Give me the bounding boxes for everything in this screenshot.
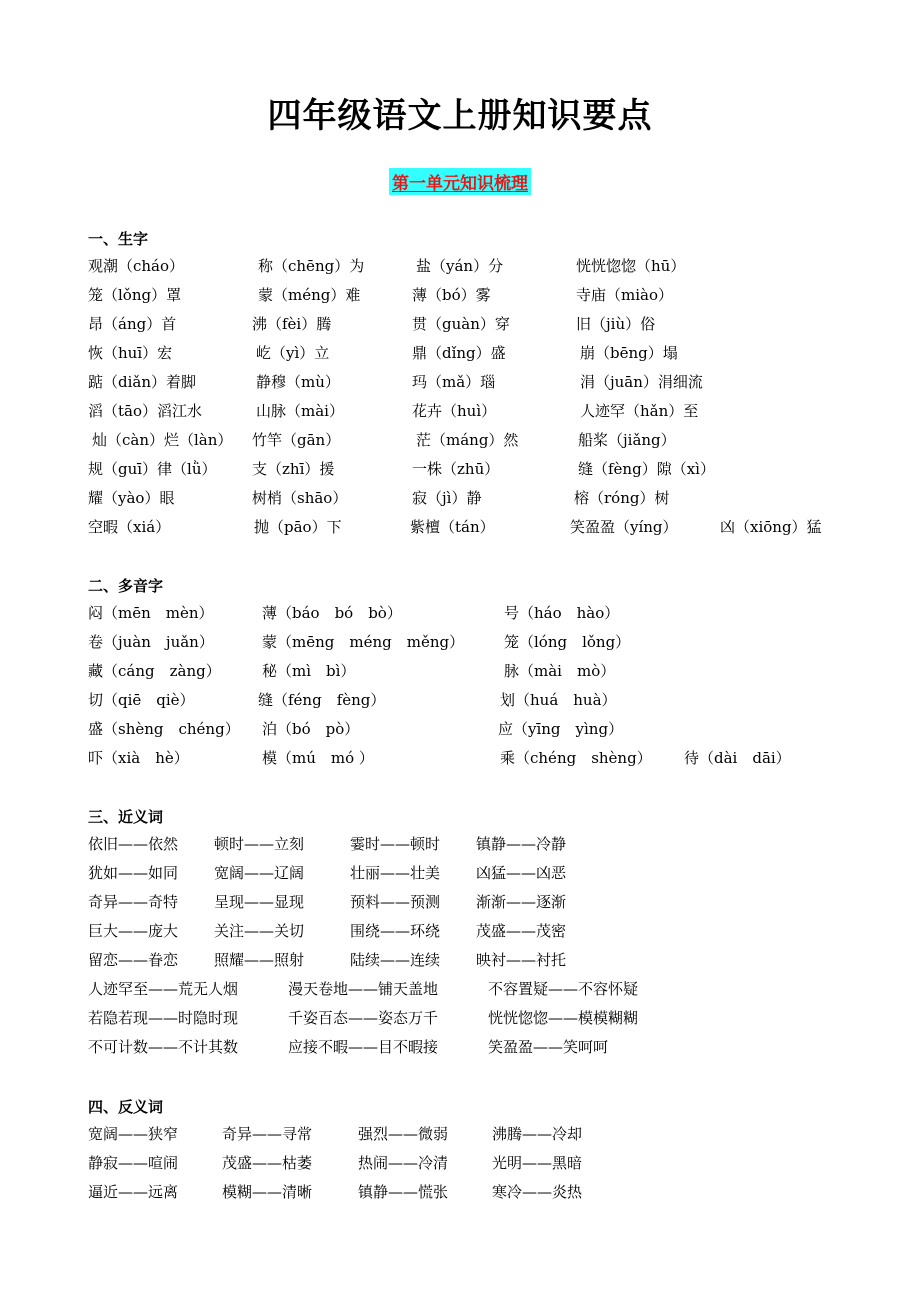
fanyici-entry: 静寂——喧闹 — [88, 1154, 179, 1172]
jinyici-entry: 奇异——奇特 — [88, 893, 179, 911]
duoyinzi-entry: 应（yīng yìng） — [498, 720, 624, 738]
fanyici-entry: 光明——黑暗 — [492, 1154, 583, 1172]
duoyinzi-entry: 模（mú mó ） — [262, 749, 374, 767]
duoyinzi-entry: 乘（chéng shèng） — [500, 749, 652, 767]
page-title: 四年级语文上册知识要点 — [267, 96, 653, 136]
shengzi-entry: 盐（yán）分 — [416, 257, 504, 275]
jinyici-entry: 犹如——如同 — [88, 864, 179, 882]
fanyici-entry: 热闹——冷清 — [358, 1154, 449, 1172]
jinyici-entry: 不容置疑——不容怀疑 — [488, 980, 639, 998]
shengzi-entry: 恢（huī）宏 — [88, 344, 173, 362]
jinyici-entry: 不可计数——不计其数 — [88, 1038, 239, 1056]
fanyici-entry: 宽阔——狭窄 — [88, 1125, 179, 1143]
jinyici-entry: 预料——预测 — [350, 893, 441, 911]
duoyinzi-entry: 藏（cáng zàng） — [88, 662, 221, 680]
duoyinzi-entry: 卷（juàn juǎn） — [88, 633, 214, 651]
shengzi-entry: 屹（yì）立 — [256, 344, 330, 362]
shengzi-entry: 涓（juān）涓细流 — [580, 373, 703, 391]
jinyici-entry: 笑盈盈——笑呵呵 — [488, 1038, 609, 1056]
shengzi-entry: 缝（fèng）隙（xì） — [578, 460, 715, 478]
section-heading-fanyici: 四、反义词 — [88, 1098, 164, 1116]
fanyici-entry: 镇静——慌张 — [358, 1183, 449, 1201]
duoyinzi-entry: 待（dài dāi） — [684, 749, 791, 767]
duoyinzi-entry: 笼（lóng lǒng） — [504, 633, 631, 651]
unit-title: 第一单元知识梳理 — [389, 168, 531, 195]
shengzi-entry: 昂（áng）首 — [88, 315, 177, 333]
shengzi-entry: 山脉（mài） — [256, 402, 344, 420]
fanyici-entry: 模糊——清晰 — [222, 1183, 313, 1201]
shengzi-entry: 静穆（mù） — [256, 373, 340, 391]
jinyici-entry: 漫天卷地——铺天盖地 — [288, 980, 439, 998]
shengzi-entry: 玛（mǎ）瑙 — [412, 373, 496, 391]
shengzi-entry: 茫（máng）然 — [416, 431, 519, 449]
shengzi-entry: 耀（yào）眼 — [88, 489, 175, 507]
shengzi-entry: 沸（fèi）腾 — [252, 315, 332, 333]
duoyinzi-entry: 缝（féng fèng） — [258, 691, 386, 709]
section-heading-duoyinzi: 二、多音字 — [88, 577, 164, 595]
jinyici-entry: 若隐若现——时隐时现 — [88, 1009, 239, 1027]
fanyici-entry: 强烈——微弱 — [358, 1125, 449, 1143]
jinyici-entry: 恍恍惚惚——模模糊糊 — [488, 1009, 639, 1027]
shengzi-entry: 人迹罕（hǎn）至 — [580, 402, 699, 420]
shengzi-entry: 树梢（shāo） — [252, 489, 348, 507]
jinyici-entry: 呈现——显现 — [214, 893, 305, 911]
shengzi-entry: 踮（diǎn）着脚 — [88, 373, 197, 391]
shengzi-entry: 贯（guàn）穿 — [412, 315, 510, 333]
duoyinzi-entry: 秘（mì bì） — [262, 662, 356, 680]
jinyici-entry: 依旧——依然 — [88, 835, 179, 853]
duoyinzi-entry: 蒙（mēng méng měng） — [262, 633, 465, 651]
jinyici-entry: 围绕——环绕 — [350, 922, 441, 940]
jinyici-entry: 人迹罕至——荒无人烟 — [88, 980, 239, 998]
fanyici-entry: 茂盛——枯萎 — [222, 1154, 313, 1172]
jinyici-entry: 凶猛——凶恶 — [476, 864, 567, 882]
jinyici-entry: 壮丽——壮美 — [350, 864, 441, 882]
shengzi-entry: 花卉（huì） — [412, 402, 497, 420]
shengzi-entry: 旧（jiù）俗 — [576, 315, 656, 333]
duoyinzi-entry: 脉（mài mò） — [504, 662, 616, 680]
fanyici-entry: 沸腾——冷却 — [492, 1125, 583, 1143]
shengzi-entry: 寺庙（miào） — [576, 286, 673, 304]
shengzi-entry: 寂（jì）静 — [412, 489, 482, 507]
duoyinzi-entry: 闷（mēn mèn） — [88, 604, 214, 622]
duoyinzi-entry: 吓（xià hè） — [88, 749, 189, 767]
jinyici-entry: 渐渐——逐渐 — [476, 893, 567, 911]
shengzi-entry: 支（zhī）援 — [252, 460, 335, 478]
jinyici-entry: 关注——关切 — [214, 922, 305, 940]
shengzi-entry: 空暇（xiá） — [88, 518, 171, 536]
shengzi-entry: 鼎（dǐng）盛 — [412, 344, 506, 362]
fanyici-entry: 寒冷——炎热 — [492, 1183, 583, 1201]
jinyici-entry: 宽阔——辽阔 — [214, 864, 305, 882]
shengzi-entry: 凶（xiōng）猛 — [720, 518, 822, 536]
shengzi-entry: 蒙（méng）难 — [258, 286, 361, 304]
section-heading-jinyici: 三、近义词 — [88, 808, 164, 826]
shengzi-entry: 笑盈盈（yíng） — [570, 518, 678, 536]
jinyici-entry: 应接不暇——目不暇接 — [288, 1038, 439, 1056]
jinyici-entry: 留恋——眷恋 — [88, 951, 179, 969]
jinyici-entry: 镇静——冷静 — [476, 835, 567, 853]
shengzi-entry: 船桨（jiǎng） — [578, 431, 676, 449]
jinyici-entry: 陆续——连续 — [350, 951, 441, 969]
shengzi-entry: 恍恍惚惚（hū） — [576, 257, 686, 275]
jinyici-entry: 顿时——立刻 — [214, 835, 305, 853]
jinyici-entry: 巨大——庞大 — [88, 922, 179, 940]
duoyinzi-entry: 划（huá huà） — [500, 691, 617, 709]
shengzi-entry: 称（chēng）为 — [258, 257, 365, 275]
shengzi-entry: 灿（càn）烂（làn） — [92, 431, 233, 449]
shengzi-entry: 薄（bó）雾 — [412, 286, 491, 304]
shengzi-entry: 观潮（cháo） — [88, 257, 185, 275]
shengzi-entry: 规（guī）律（lǜ） — [88, 460, 217, 478]
shengzi-entry: 崩（bēng）塌 — [580, 344, 678, 362]
jinyici-entry: 茂盛——茂密 — [476, 922, 567, 940]
shengzi-entry: 榕（róng）树 — [574, 489, 670, 507]
duoyinzi-entry: 号（háo hào） — [504, 604, 620, 622]
shengzi-entry: 滔（tāo）滔江水 — [88, 402, 203, 420]
shengzi-entry: 紫檀（tán） — [410, 518, 495, 536]
fanyici-entry: 逼近——远离 — [88, 1183, 179, 1201]
unit-title-wrap — [0, 168, 920, 195]
duoyinzi-entry: 盛（shèng chéng） — [88, 720, 240, 738]
jinyici-entry: 映衬——衬托 — [476, 951, 567, 969]
jinyici-entry: 千姿百态——姿态万千 — [288, 1009, 439, 1027]
shengzi-entry: 笼（lǒng）罩 — [88, 286, 182, 304]
duoyinzi-entry: 薄（báo bó bò） — [262, 604, 402, 622]
section-heading-shengzi: 一、生字 — [88, 230, 149, 248]
jinyici-entry: 照耀——照射 — [214, 951, 305, 969]
jinyici-entry: 霎时——顿时 — [350, 835, 441, 853]
fanyici-entry: 奇异——寻常 — [222, 1125, 313, 1143]
duoyinzi-entry: 切（qiē qiè） — [88, 691, 195, 709]
shengzi-entry: 一株（zhū） — [412, 460, 500, 478]
shengzi-entry: 竹竿（gān） — [252, 431, 341, 449]
duoyinzi-entry: 泊（bó pò） — [262, 720, 360, 738]
shengzi-entry: 抛（pāo）下 — [254, 518, 342, 536]
